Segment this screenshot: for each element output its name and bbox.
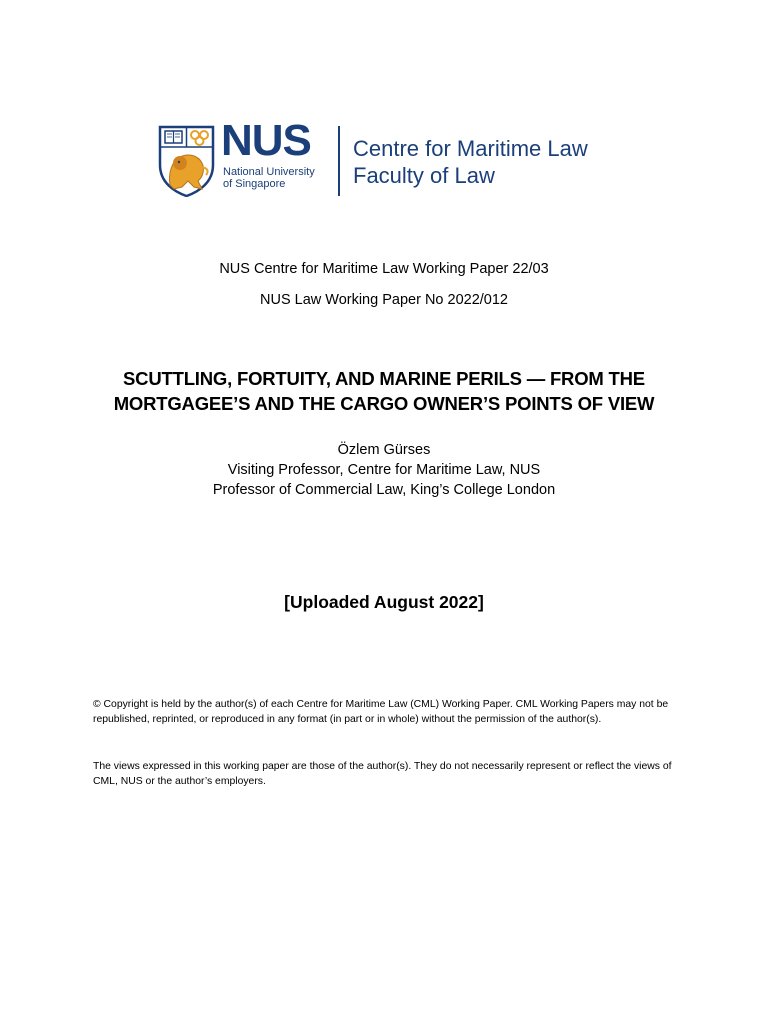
author-role-professor: Professor of Commercial Law, King’s College London	[212, 482, 556, 498]
upload-date: [Uploaded August 2022]	[284, 592, 484, 612]
centre-name-line2: Faculty of Law	[353, 163, 495, 188]
nus-wordmark: NUS	[221, 116, 311, 165]
paper-title	[0, 366, 768, 416]
letterhead	[158, 116, 628, 200]
cml-working-paper-number: NUS Centre for Maritime Law Working Paper 22/03	[219, 261, 549, 277]
author-block	[0, 440, 768, 500]
paper-title-line2: MORTGAGEE’S AND THE CARGO OWNER’S POINTS OF VIEW	[113, 393, 655, 414]
centre-name-line1: Centre for Maritime Law	[353, 136, 588, 161]
centre-name	[353, 135, 588, 189]
law-working-paper-number: NUS Law Working Paper No 2022/012	[260, 292, 508, 308]
header-divider	[338, 126, 340, 196]
disclaimer-notice: The views expressed in this working paper are those of the author(s). They do not necessarily represent or reflect the views of CML, NUS or the author’s employers.	[93, 761, 672, 787]
university-name-line1: National University	[223, 166, 315, 178]
author-role-visiting: Visiting Professor, Centre for Maritime Law, NUS	[227, 462, 541, 478]
author-name: Özlem Gürses	[337, 442, 431, 458]
university-name-line2: of Singapore	[223, 178, 286, 190]
copyright-notice: © Copyright is held by the author(s) of each Centre for Maritime Law (CML) Working Paper. CML Working Papers may not be republished, reprinted, or reproduced in any format (in part or in whole) without the permission of the author(s).	[93, 699, 669, 725]
nus-crest-icon	[158, 125, 215, 197]
paper-title-line1: SCUTTLING, FORTUITY, AND MARINE PERILS — FROM THE	[123, 368, 645, 389]
university-name	[223, 166, 315, 190]
